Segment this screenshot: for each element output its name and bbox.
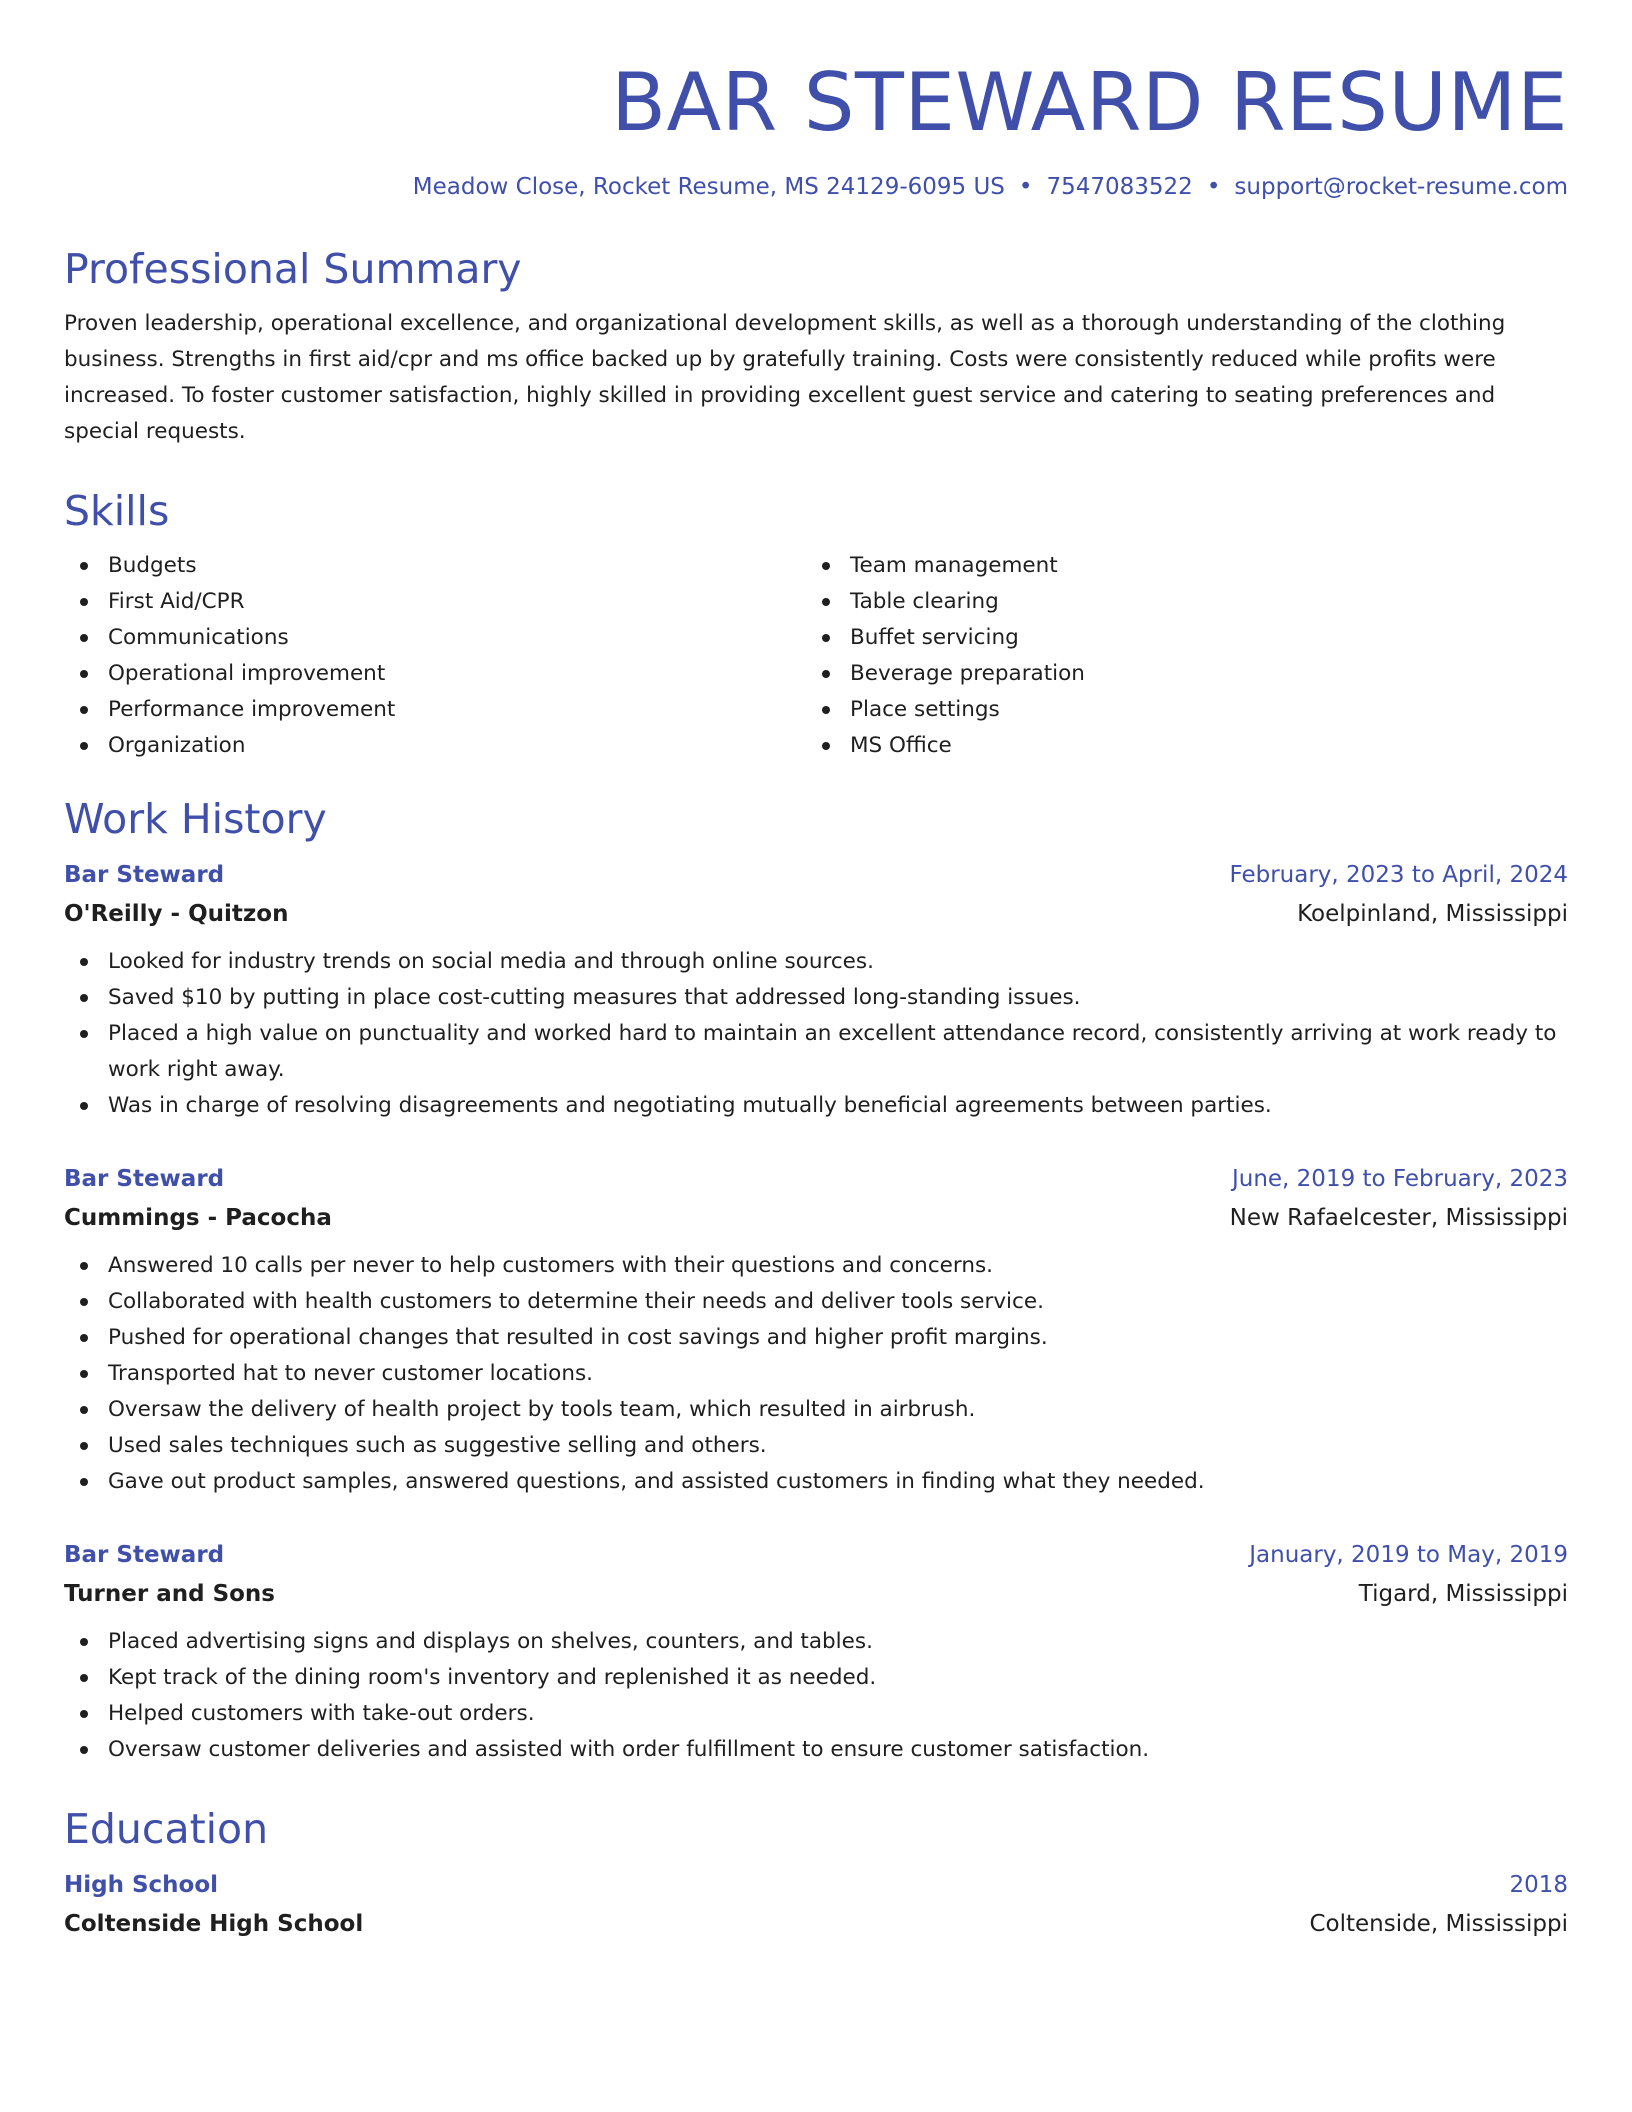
- contact-separator: •: [1018, 174, 1033, 200]
- education-school-row: [64, 1904, 1568, 1944]
- job-dates: February, 2023 to April, 2024: [1229, 862, 1568, 888]
- skill-item: Communications: [64, 620, 806, 656]
- skills-section: [64, 486, 1568, 764]
- skill-item: Beverage preparation: [806, 656, 1548, 692]
- skill-item: Place settings: [806, 692, 1548, 728]
- job-header-row: [64, 856, 1568, 894]
- job-bullet: Placed a high value on punctuality and worked hard to maintain an excellent attendance record, consistently arriving at work ready to work right away.: [64, 1016, 1568, 1088]
- education-heading: Education: [64, 1805, 269, 1853]
- job-company-row: [64, 894, 1568, 934]
- skills-heading: Skills: [64, 487, 170, 535]
- job-company-row: [64, 1574, 1568, 1614]
- resume-header: [64, 56, 1568, 202]
- work-history-heading: Work History: [64, 795, 327, 843]
- job-company: Turner and Sons: [64, 1581, 275, 1607]
- skills-grid: [64, 548, 1568, 764]
- contact-address: Meadow Close, Rocket Resume, MS 24129-6095 US: [412, 174, 1005, 200]
- job-role: Bar Steward: [64, 1542, 225, 1568]
- job-bullets: [64, 1248, 1568, 1500]
- skill-item: Budgets: [64, 548, 806, 584]
- education-year: 2018: [1509, 1872, 1568, 1898]
- job-bullet: Answered 10 calls per never to help customers with their questions and concerns.: [64, 1248, 1568, 1284]
- education-header-row: [64, 1866, 1568, 1904]
- job-entry: [64, 1160, 1568, 1500]
- education-school: Coltenside High School: [64, 1911, 364, 1937]
- summary-section: [64, 244, 1568, 450]
- education-section: [64, 1804, 1568, 1944]
- job-location: Koelpinland, Mississippi: [1297, 901, 1568, 927]
- job-entry: [64, 1536, 1568, 1768]
- job-company-row: [64, 1198, 1568, 1238]
- skill-item: MS Office: [806, 728, 1548, 764]
- job-bullet: Transported hat to never customer locations.: [64, 1356, 1568, 1392]
- skill-item: Table clearing: [806, 584, 1548, 620]
- job-company: O'Reilly - Quitzon: [64, 901, 289, 927]
- skill-item: First Aid/CPR: [64, 584, 806, 620]
- resume-page: [64, 56, 1568, 1944]
- job-bullet: Placed advertising signs and displays on shelves, counters, and tables.: [64, 1624, 1568, 1660]
- job-bullets: [64, 944, 1568, 1124]
- skills-left-list: [64, 548, 806, 764]
- job-bullet: Oversaw the delivery of health project by tools team, which resulted in airbrush.: [64, 1392, 1568, 1428]
- skill-item: Organization: [64, 728, 806, 764]
- contact-phone: 7547083522: [1046, 174, 1193, 200]
- job-bullet: Saved $10 by putting in place cost-cutting measures that addressed long-standing issues.: [64, 980, 1568, 1016]
- job-header-row: [64, 1536, 1568, 1574]
- job-dates: June, 2019 to February, 2023: [1231, 1166, 1568, 1192]
- job-role: Bar Steward: [64, 1166, 225, 1192]
- job-bullet: Gave out product samples, answered questions, and assisted customers in finding what they needed.: [64, 1464, 1568, 1500]
- job-bullet: Collaborated with health customers to determine their needs and deliver tools service.: [64, 1284, 1568, 1320]
- skill-item: Operational improvement: [64, 656, 806, 692]
- education-degree: High School: [64, 1872, 219, 1898]
- contact-line: [64, 172, 1568, 202]
- contact-separator: •: [1206, 174, 1221, 200]
- job-bullet: Helped customers with take-out orders.: [64, 1696, 1568, 1732]
- skill-item: Buffet servicing: [806, 620, 1548, 656]
- contact-email: support@rocket-resume.com: [1234, 174, 1568, 200]
- job-dates: January, 2019 to May, 2019: [1249, 1542, 1568, 1568]
- job-bullet: Looked for industry trends on social media and through online sources.: [64, 944, 1568, 980]
- work-history-section: [64, 794, 1568, 1768]
- resume-title: BAR STEWARD RESUME: [611, 56, 1568, 149]
- job-role: Bar Steward: [64, 862, 225, 888]
- job-bullet: Kept track of the dining room's inventory and replenished it as needed.: [64, 1660, 1568, 1696]
- job-entry: [64, 856, 1568, 1124]
- job-header-row: [64, 1160, 1568, 1198]
- job-location: New Rafaelcester, Mississippi: [1229, 1205, 1568, 1231]
- job-bullet: Was in charge of resolving disagreements and negotiating mutually beneficial agreements between parties.: [64, 1088, 1568, 1124]
- job-company: Cummings - Pacocha: [64, 1205, 332, 1231]
- job-location: Tigard, Mississippi: [1358, 1581, 1568, 1607]
- job-bullet: Pushed for operational changes that resulted in cost savings and higher profit margins.: [64, 1320, 1568, 1356]
- job-bullet: Oversaw customer deliveries and assisted with order fulfillment to ensure customer satisfaction.: [64, 1732, 1568, 1768]
- job-bullets: [64, 1624, 1568, 1768]
- summary-text: Proven leadership, operational excellence, and organizational development skills, as well as a thorough understanding of the clothing business. Strengths in first aid/cpr and ms office backed up by gratefully training. Costs were consistently reduced while profits were increased. To foster customer satisfaction, highly skilled in providing excellent guest service and catering to seating preferences and special requests.: [64, 311, 1506, 444]
- skill-item: Performance improvement: [64, 692, 806, 728]
- education-location: Coltenside, Mississippi: [1309, 1911, 1568, 1937]
- job-bullet: Used sales techniques such as suggestive selling and others.: [64, 1428, 1568, 1464]
- summary-heading: Professional Summary: [64, 245, 522, 293]
- skill-item: Team management: [806, 548, 1548, 584]
- skills-right-list: [806, 548, 1548, 764]
